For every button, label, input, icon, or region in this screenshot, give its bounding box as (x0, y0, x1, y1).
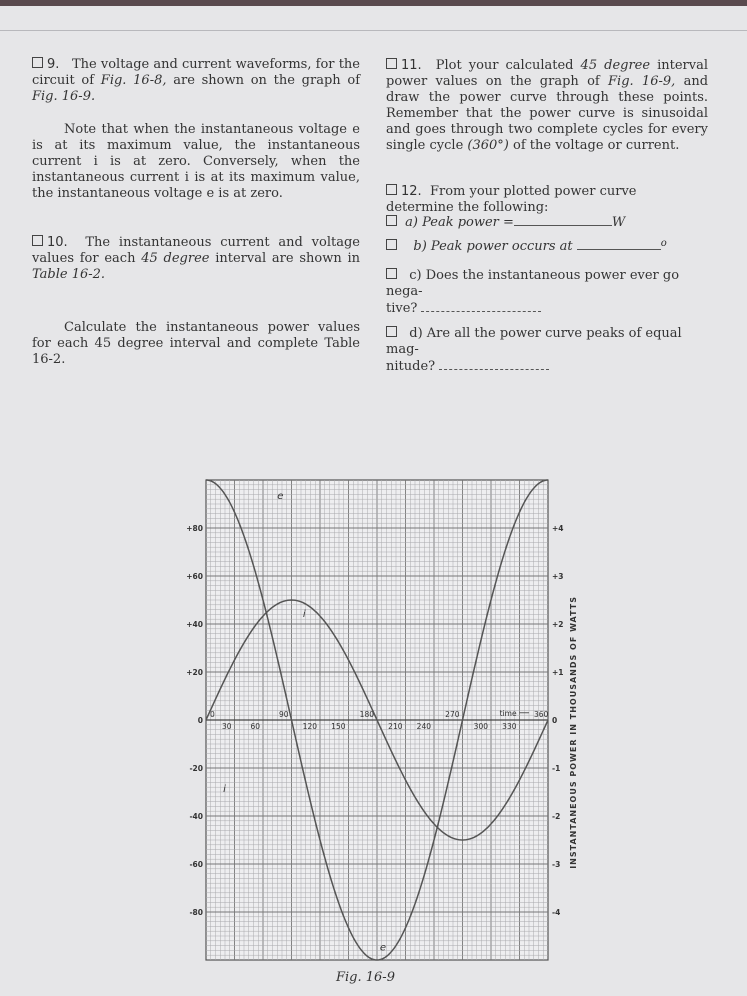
q12c-label: c) Does the instantaneous power ever go nega- (386, 268, 680, 299)
curve-label-e: e (277, 491, 284, 503)
q10-checkbox[interactable] (32, 235, 43, 246)
q12b-unit: o (660, 238, 667, 249)
curve-label-i: i (302, 608, 306, 620)
q12d-cont: nitude? (386, 359, 436, 374)
q12c-answer-blank[interactable] (421, 300, 541, 312)
x-tick-label: 0 (210, 710, 215, 719)
right-tick-label: +3 (552, 572, 564, 581)
right-tick-label: -3 (552, 860, 561, 869)
q12b-answer-blank[interactable] (577, 238, 661, 250)
q10-italic-b: Table 16-2. (32, 267, 106, 282)
question-12 (386, 184, 708, 216)
q9-fig-b: Fig. 16-9. (32, 89, 96, 104)
figure-caption: Fig. 16-9 (336, 970, 395, 985)
q10-italic-a: 45 degree (141, 251, 210, 266)
q9-note: Note that when the instantaneous voltage e is at its maximum value, the instantaneous current i is at zero. Conversely, when the instantaneous current i is at its maximum value, the instantaneous voltage e is at zero. (32, 122, 360, 201)
q11-text-a: Plot your calculated (435, 58, 581, 73)
q12a-answer-blank[interactable] (514, 214, 612, 226)
x-tick-label: 120 (302, 722, 317, 731)
right-tick-label: -2 (552, 812, 561, 821)
q11-italic-c: (360°) (467, 138, 509, 153)
q12-checkbox[interactable] (386, 184, 397, 195)
q12c-cont: tive? (386, 301, 418, 316)
q9-text-a: The voltage and current waveforms, for the circuit of (32, 57, 360, 88)
right-tick-label: -4 (552, 908, 561, 917)
x-tick-label: 210 (388, 722, 403, 731)
q12d-label: d) Are all the power curve peaks of equal mag- (386, 326, 682, 357)
left-tick-label: 0 (197, 716, 203, 725)
left-tick-label: +60 (186, 572, 203, 581)
q12b-label: b) Peak power occurs at (413, 239, 573, 254)
q12a-unit: W (611, 215, 626, 230)
q11-text-d: of the voltage or current. (508, 138, 680, 153)
right-tick-label: +1 (552, 668, 564, 677)
right-tick-label: 0 (552, 716, 558, 725)
x-tick-label: 60 (250, 722, 260, 731)
q12b-checkbox[interactable] (386, 239, 397, 250)
q12-part-b (386, 236, 708, 255)
q12-part-c (386, 268, 708, 317)
curve-label-e: e (379, 942, 387, 954)
question-9 (32, 57, 360, 105)
right-axis-title: INSTANTANEOUS POWER IN THOUSANDS OF WATTS (569, 596, 578, 869)
x-tick-label: 270 (445, 710, 460, 719)
left-tick-label: -60 (189, 860, 203, 869)
curve-label-i: i (223, 784, 226, 795)
left-tick-label: -20 (189, 764, 203, 773)
left-tick-label: -80 (189, 908, 203, 917)
q9-number: 9. (47, 57, 60, 72)
q11-checkbox[interactable] (386, 58, 397, 69)
q10-number: 10. (47, 235, 68, 250)
q11-text-c: and draw the power curve through these points. Remember that the power curve is sinusoidal and goes through two complete cycles for every single cycle (386, 74, 709, 153)
right-tick-label: +4 (552, 524, 564, 533)
q12a-label: a) Peak power = (405, 215, 514, 230)
question-11 (386, 58, 708, 154)
x-tick-label: 300 (473, 722, 488, 731)
waveform-chart (170, 470, 590, 970)
q9-text-b: are shown on the graph of (166, 73, 361, 88)
right-tick-label: -1 (552, 764, 561, 773)
x-tick-label: 240 (416, 722, 431, 731)
q12d-answer-blank[interactable] (439, 358, 549, 370)
x-tick-label: 330 (502, 722, 517, 731)
time-axis-label: time (499, 708, 517, 718)
q9-checkbox[interactable] (32, 57, 43, 68)
right-tick-label: +2 (552, 620, 564, 629)
x-tick-label: 360 (534, 710, 549, 719)
q10-calc: Calculate the instantaneous power values for each 45 degree interval and complete Table 16-2. (32, 320, 360, 367)
q12c-checkbox[interactable] (386, 268, 397, 279)
page-top-edge (0, 0, 747, 6)
q11-number: 11. (401, 58, 422, 73)
q9-fig-a: Fig. 16-8, (100, 73, 167, 88)
q12-part-a (386, 214, 708, 231)
q12-part-d (386, 326, 708, 375)
left-tick-label: +20 (186, 668, 203, 677)
left-tick-label: +80 (186, 524, 203, 533)
x-tick-label: 150 (331, 722, 346, 731)
q11-italic-a: 45 degree (580, 58, 651, 73)
left-tick-label: +40 (186, 620, 203, 629)
header-rule (0, 30, 747, 31)
question-10 (32, 235, 360, 283)
q12-number: 12. (401, 184, 422, 199)
x-tick-label: 30 (221, 722, 232, 731)
q12-intro: From your plotted power curve determine the following: (386, 184, 637, 215)
x-tick-label: 180 (359, 710, 374, 719)
left-tick-label: -40 (189, 812, 203, 821)
q11-text-b: interval power values on the graph of (386, 58, 709, 89)
q11-italic-b: Fig. 16-9, (608, 74, 676, 89)
q10-text-a: The instantaneous current and voltage values for each (32, 235, 360, 266)
q10-text-b: interval are shown in (209, 251, 360, 266)
q12a-checkbox[interactable] (386, 215, 397, 226)
x-tick-label: 90 (278, 710, 289, 719)
q12d-checkbox[interactable] (386, 326, 397, 337)
